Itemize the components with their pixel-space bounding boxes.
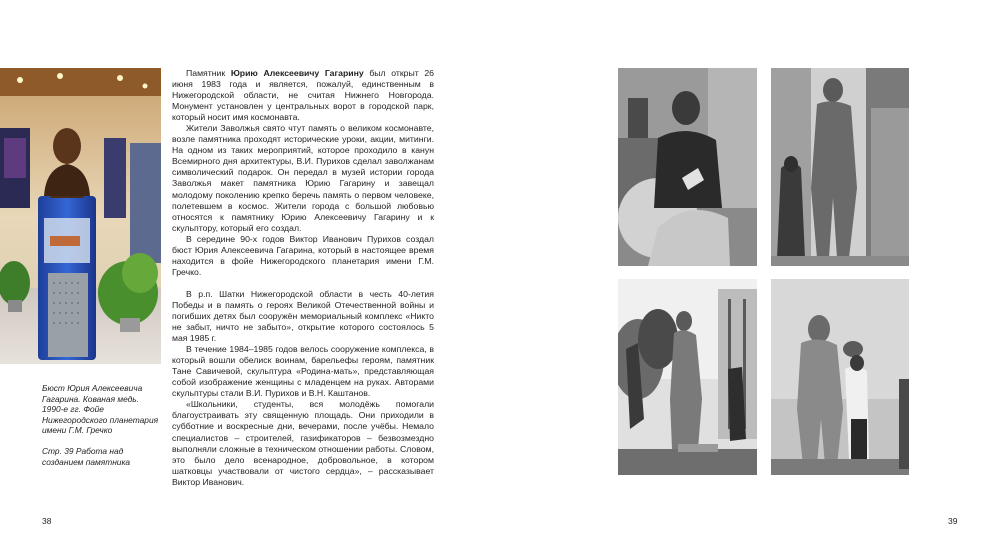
paragraph-5: В течение 1984–1985 годов велось сооружение комплекса, в который вошли обелиск воинам, барельефы героям, памятник Тане Савичевой, скульптура «Родина-мать», представляющая собой изображение женщины с младенцем на руках. Авторами скульптуры стали В.И. Пурихов и В.Н. Каштанов. xyxy=(172,344,434,399)
caption-page-ref: Стр. 39 Работа над созданием памятника xyxy=(42,445,131,467)
sculptor-working-photo xyxy=(618,68,757,266)
paragraph-2: Жители Заволжья свято чтут память о великом космонавте, возле памятника проходят исторические уроки, акции, митинги. На одном из таких мероприятий, которое проходило в канун Всемирного дня архитектуры, В.И. Пурихов сделал заволжанам символический подарок. Он передал в музей истории города Заволжья макет памятника Юрию Гагарину и завещал молодому поколению крепко беречь память о первом человеке, полетевшем в космос. Жители города с большой любовью относятся к памятнику Юрию Алексеевичу Гагарину и к скульптору, который его создал. xyxy=(172,123,434,233)
right-page xyxy=(500,0,1000,545)
paragraph-1: Памятник Юрию Алексеевичу Гагарину был открыт 26 июня 1983 года и является, пожалуй, единственным в Нижегородской области, не считая Нижнего Новгорода. Монумент установлен у центральных ворот в городской парк, который носит имя космонавта. xyxy=(172,68,434,123)
caption-bust: Бюст Юрия Алексеевича Гагарина. Кованая медь. 1990-е гг. Фойе Нижегородского планетария имени Г.М. Гречко xyxy=(42,383,159,436)
photo-caption xyxy=(42,383,160,467)
article-text xyxy=(172,68,434,488)
gagarin-monument-photo xyxy=(771,279,909,475)
paragraph-6: «Школьники, студенты, вся молодёжь помогали благоустраивать эту священную площадь. Они приходили в субботние и воскресные дни, вечерами, после учёбы. Немало специалистов – строителей, газификаторов – безвозмездно выполняли сложные в техническом отношении работы. Словом, это было дело всенародное, добровольное, в котором шатковцы участвовали от чистого сердца», – рассказывает Виктор Иванович. xyxy=(172,399,434,487)
statue-studio-photo xyxy=(771,68,909,266)
monument-installation-photo xyxy=(618,279,757,475)
page-number: 38 xyxy=(42,516,52,526)
paragraph-3: В середине 90-х годов Виктор Иванович Пурихов создал бюст Юрия Алексеевича Гагарина, который в настоящее время находится в фойе Нижегородского планетария имени Г.М. Гречко. xyxy=(172,233,434,277)
page-number: 39 xyxy=(948,516,958,526)
bust-photo xyxy=(0,68,161,364)
paragraph-4: В р.п. Шатки Нижегородской области в честь 40-летия Победы и в память о героях Великой Отечественной войны и погибших детях был сооружён мемориальный комплекс «Никто не забыт, ничто не забыто», открытие которого состоялось 5 мая 1985 г. xyxy=(172,288,434,344)
